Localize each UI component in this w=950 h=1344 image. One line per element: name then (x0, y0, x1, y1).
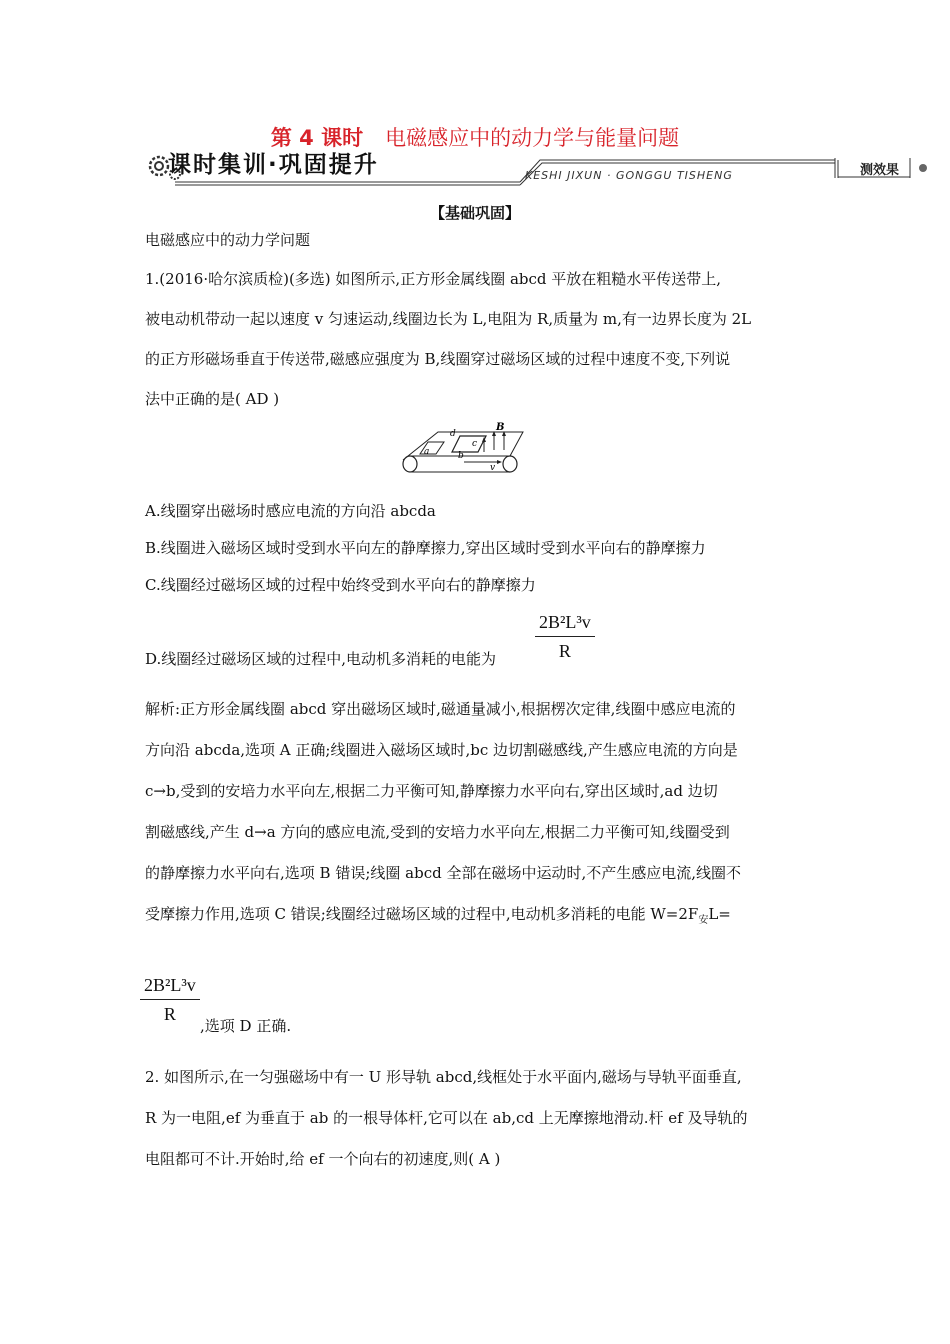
label-B: B (496, 422, 505, 433)
analysis-subscript: 安 (698, 915, 709, 926)
analysis-fraction-numerator: 2B²L³v (140, 975, 200, 1000)
label-a: a (424, 447, 430, 457)
banner-tag: 测效果 (860, 163, 900, 178)
q2-line-3: 电阻都可不计.开始时,给 ef 一个向右的初速度,则( A ) (145, 1150, 501, 1168)
label-c: c (472, 439, 478, 449)
label-v: v (490, 463, 496, 473)
q1-line-2: 被电动机带动一起以速度 v 匀速运动,线圈边长为 L,电阻为 R,质量为 m,有一边界长度为 2L (145, 310, 752, 328)
q2-line-2: R 为一电阻,ef 为垂直于 ab 的一根导体杆,它可以在 ab,cd 上无摩擦地滑动.杆 ef 及导轨的 (145, 1109, 748, 1127)
analysis-line-1: 解析:正方形金属线圈 abcd 穿出磁场区域时,磁通量减小,根据楞次定律,线圈中感应电流的 (145, 700, 736, 718)
analysis-line-3: c→b,受到的安培力水平向左,根据二力平衡可知,静摩擦力水平向右,穿出区域时,ad 边切 (145, 782, 718, 800)
conveyor-figure (398, 422, 528, 480)
lesson-name: 电磁感应中的动力学与能量问题 (385, 126, 680, 150)
option-a: A.线圈穿出磁场时感应电流的方向沿 abcda (145, 502, 436, 520)
analysis-line-6 (145, 903, 731, 926)
q1-line-4: 法中正确的是( AD ) (145, 390, 280, 408)
lesson-number: 第 4 课时 (270, 126, 364, 150)
analysis-tail: L= (708, 905, 731, 923)
banner-title: 课时集训·巩固提升 (168, 152, 379, 178)
q1-line-1: 1.(2016·哈尔滨质检)(多选) 如图所示,正方形金属线圈 abcd 平放在粗糙水平传送带上, (145, 270, 722, 288)
analysis-fraction-denominator: R (163, 1004, 176, 1024)
q2-line-1: 2. 如图所示,在一匀强磁场中有一 U 形导轨 abcd,线框处于水平面内,磁场与导轨平面垂直, (145, 1068, 742, 1086)
topic-heading: 电磁感应中的动力学问题 (145, 231, 311, 249)
label-b: b (458, 451, 464, 461)
fraction-denominator: R (558, 641, 571, 661)
option-d: D.线圈经过磁场区域的过程中,电动机多消耗的电能为 (145, 650, 497, 668)
analysis-line-2: 方向沿 abcda,选项 A 正确;线圈进入磁场区域时,bc 边切割磁感线,产生感应电流的方向是 (145, 741, 738, 759)
q1-line-3: 的正方形磁场垂直于传送带,磁感应强度为 B,线圈穿过磁场区域的过程中速度不变,下列说 (145, 350, 731, 368)
analysis-line-6-text: 受摩擦力作用,选项 C 错误;线圈经过磁场区域的过程中,电动机多消耗的电能 W=2F (145, 905, 699, 923)
analysis-line-4: 割磁感线,产生 d→a 方向的感应电流,受到的安培力水平向左,根据二力平衡可知,线圈受到 (145, 823, 730, 841)
banner-pinyin: KESHI JIXUN · GONGGU TISHENG (525, 169, 733, 182)
option-b: B.线圈进入磁场区域时受到水平向左的静摩擦力,穿出区域时受到水平向右的静摩擦力 (145, 539, 706, 557)
analysis-line-5: 的静摩擦力水平向右,选项 B 错误;线圈 abcd 全部在磁场中运动时,不产生感应电流,线圈不 (145, 864, 742, 882)
label-d: d (450, 429, 456, 439)
option-d-fraction (535, 612, 595, 662)
analysis-fraction (140, 975, 200, 1025)
section-heading: 【基础巩固】 (429, 204, 520, 222)
fraction-numerator: 2B²L³v (535, 612, 595, 637)
option-c: C.线圈经过磁场区域的过程中始终受到水平向右的静摩擦力 (145, 576, 536, 594)
analysis-conclusion: ,选项 D 正确. (200, 1017, 292, 1035)
